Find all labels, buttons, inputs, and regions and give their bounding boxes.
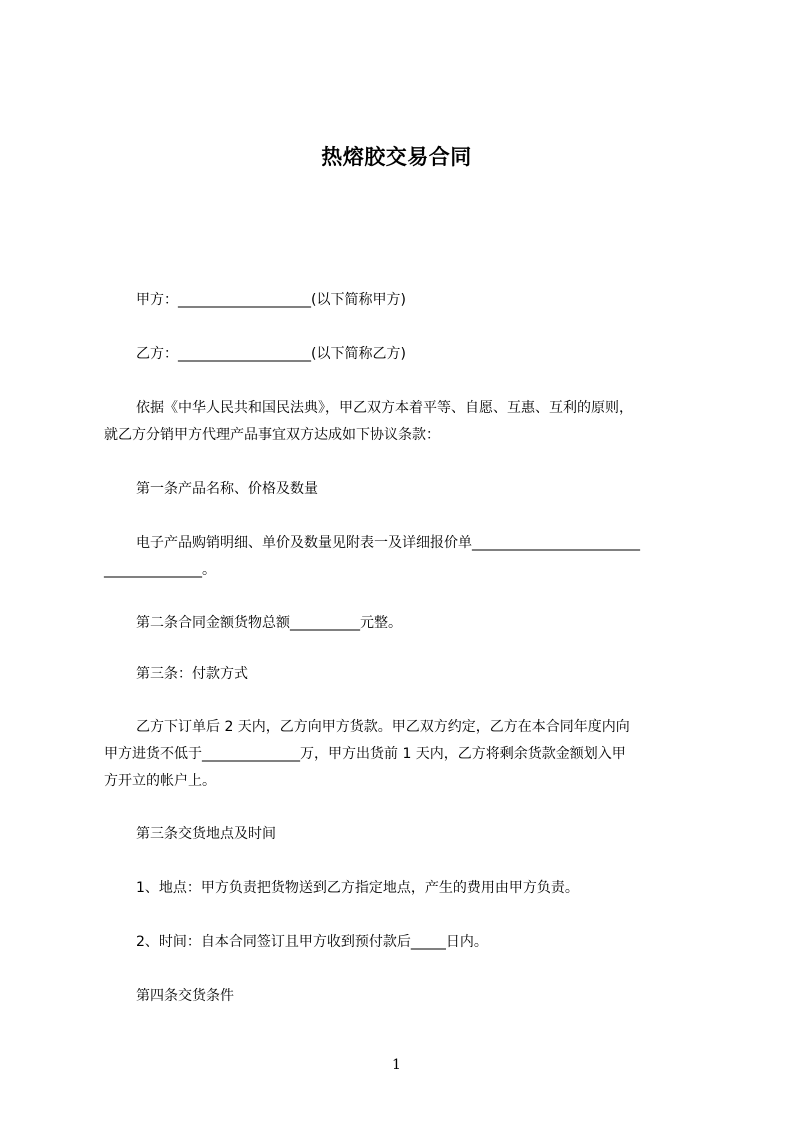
article-1-line-2: ______________。 (104, 562, 216, 578)
party-b-line: 乙方：___________________(以下简称乙方) (136, 346, 406, 362)
article-4-heading: 第四条交货条件 (136, 988, 234, 1004)
document-title: 热熔胶交易合同 (321, 145, 472, 169)
article-1-line-1: 电子产品购销明细、单价及数量见附表一及详细报价单________________________ (136, 535, 640, 551)
article-3-line-1: 乙方下订单后 2 天内，乙方向甲方货款。甲乙双方约定，乙方在本合同年度内向 (136, 719, 630, 735)
article-3-heading: 第三条：付款方式 (136, 666, 248, 682)
delivery-heading: 第三条交货地点及时间 (136, 826, 276, 842)
intro-line-2: 就乙方分销甲方代理产品事宜双方达成如下协议条款： (104, 427, 440, 443)
article-3-line-3: 方开立的帐户上。 (104, 773, 216, 789)
article-1-heading: 第一条产品名称、价格及数量 (136, 481, 318, 497)
page-number: 1 (392, 1057, 401, 1073)
delivery-place-line: 1、地点：甲方负责把货物送到乙方指定地点，产生的费用由甲方负责。 (136, 880, 579, 896)
party-a-line: 甲方：___________________(以下简称甲方) (136, 292, 406, 308)
delivery-time-line: 2、时间：自本合同签订且甲方收到预付款后_____日内。 (136, 934, 488, 950)
intro-line-1: 依据《中华人民共和国民法典》，甲乙双方本着平等、自愿、互惠、互利的原则， (136, 400, 633, 416)
article-2-line: 第二条合同金额货物总额__________元整。 (136, 615, 402, 631)
article-3-line-2: 甲方进货不低于______________万，甲方出货前 1 天内，乙方将剩余货款金额划入甲 (104, 746, 626, 762)
